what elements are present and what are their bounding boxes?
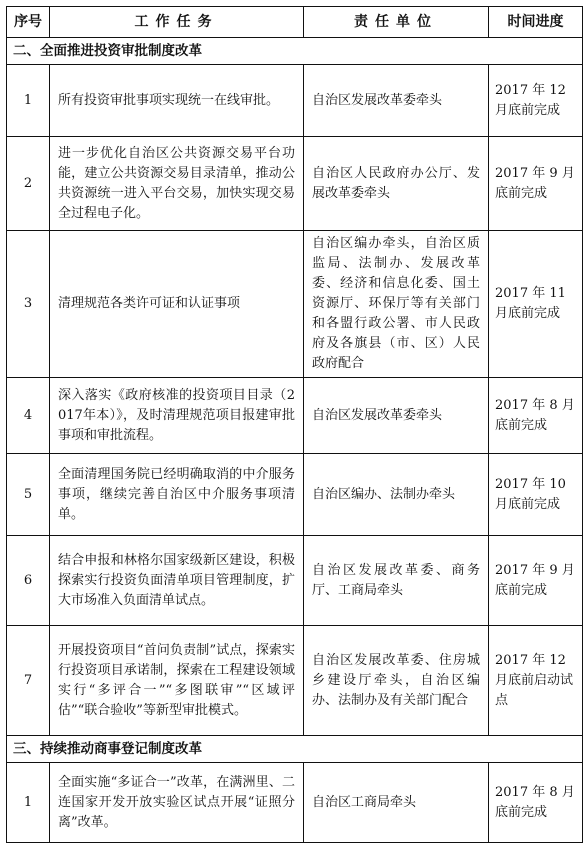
task-table [6,6,583,843]
row-task: 清理规范各类许可证和认证事项 [50,231,304,378]
row-unit: 自治区编办牵头，自治区质监局、法制办、发展改革委、经济和信息化委、国土资源厅、环保厅等有关部门和各盟行政公署、市人民政府及各旗县（市、区）人民政府配合 [304,231,489,378]
header-task: 工作任务 [50,7,304,38]
header-time: 时间进度 [489,7,583,38]
row-task: 全面实施“多证合一”改革，在满洲里、二连国家开发开放实验区试点开展“证照分离”改革。 [50,763,304,843]
table-row [7,763,583,843]
table-row [7,378,583,454]
row-unit: 自治区编办、法制办牵头 [304,454,489,536]
row-time: 2017 年 9 月底前完成 [489,137,583,231]
section-row [7,38,583,65]
row-num: 2 [7,137,50,231]
table-row [7,626,583,736]
row-unit: 自治区发展改革委牵头 [304,378,489,454]
header-unit: 责任单位 [304,7,489,38]
header-row [7,7,583,38]
row-time: 2017 年 10 月底前完成 [489,454,583,536]
header-num: 序号 [7,7,50,38]
row-num: 4 [7,378,50,454]
row-num: 6 [7,536,50,626]
row-task: 深入落实《政府核准的投资项目目录（2017年本）》，及时清理规范项目报建审批事项和审批流程。 [50,378,304,454]
row-num: 3 [7,231,50,378]
row-unit: 自治区发展改革委牵头 [304,65,489,137]
row-time: 2017 年 11 月底前完成 [489,231,583,378]
row-unit: 自治区发展改革委、住房城乡建设厅牵头，自治区编办、法制办及有关部门配合 [304,626,489,736]
row-num: 5 [7,454,50,536]
row-task: 所有投资审批事项实现统一在线审批。 [50,65,304,137]
section-row [7,736,583,763]
section-title: 三、持续推动商事登记制度改革 [7,736,583,763]
row-task: 开展投资项目“首问负责制”试点，探索实行投资项目承诺制，探索在工程建设领域实行“多评合一”“多图联审”“区域评估”“联合验收”等新型审批模式。 [50,626,304,736]
row-num: 1 [7,763,50,843]
table-row [7,137,583,231]
table-row [7,231,583,378]
row-time: 2017 年 9 月底前完成 [489,536,583,626]
row-unit: 自治区工商局牵头 [304,763,489,843]
row-time: 2017 年 8 月底前完成 [489,763,583,843]
row-num: 1 [7,65,50,137]
table-row [7,65,583,137]
row-time: 2017 年 12 月底前启动试点 [489,626,583,736]
row-unit: 自治区人民政府办公厅、发展改革委牵头 [304,137,489,231]
row-num: 7 [7,626,50,736]
document-page [6,6,582,841]
row-task: 进一步优化自治区公共资源交易平台功能，建立公共资源交易目录清单，推动公共资源统一进入平台交易，加快实现交易全过程电子化。 [50,137,304,231]
row-task: 结合申报和林格尔国家级新区建设，积极探索实行投资负面清单项目管理制度，扩大市场准入负面清单试点。 [50,536,304,626]
row-task: 全面清理国务院已经明确取消的中介服务事项，继续完善自治区中介服务事项清单。 [50,454,304,536]
table-row [7,454,583,536]
row-time: 2017 年 12 月底前完成 [489,65,583,137]
row-time: 2017 年 8 月底前完成 [489,378,583,454]
table-row [7,536,583,626]
row-unit: 自治区发展改革委、商务厅、工商局牵头 [304,536,489,626]
section-title: 二、全面推进投资审批制度改革 [7,38,583,65]
